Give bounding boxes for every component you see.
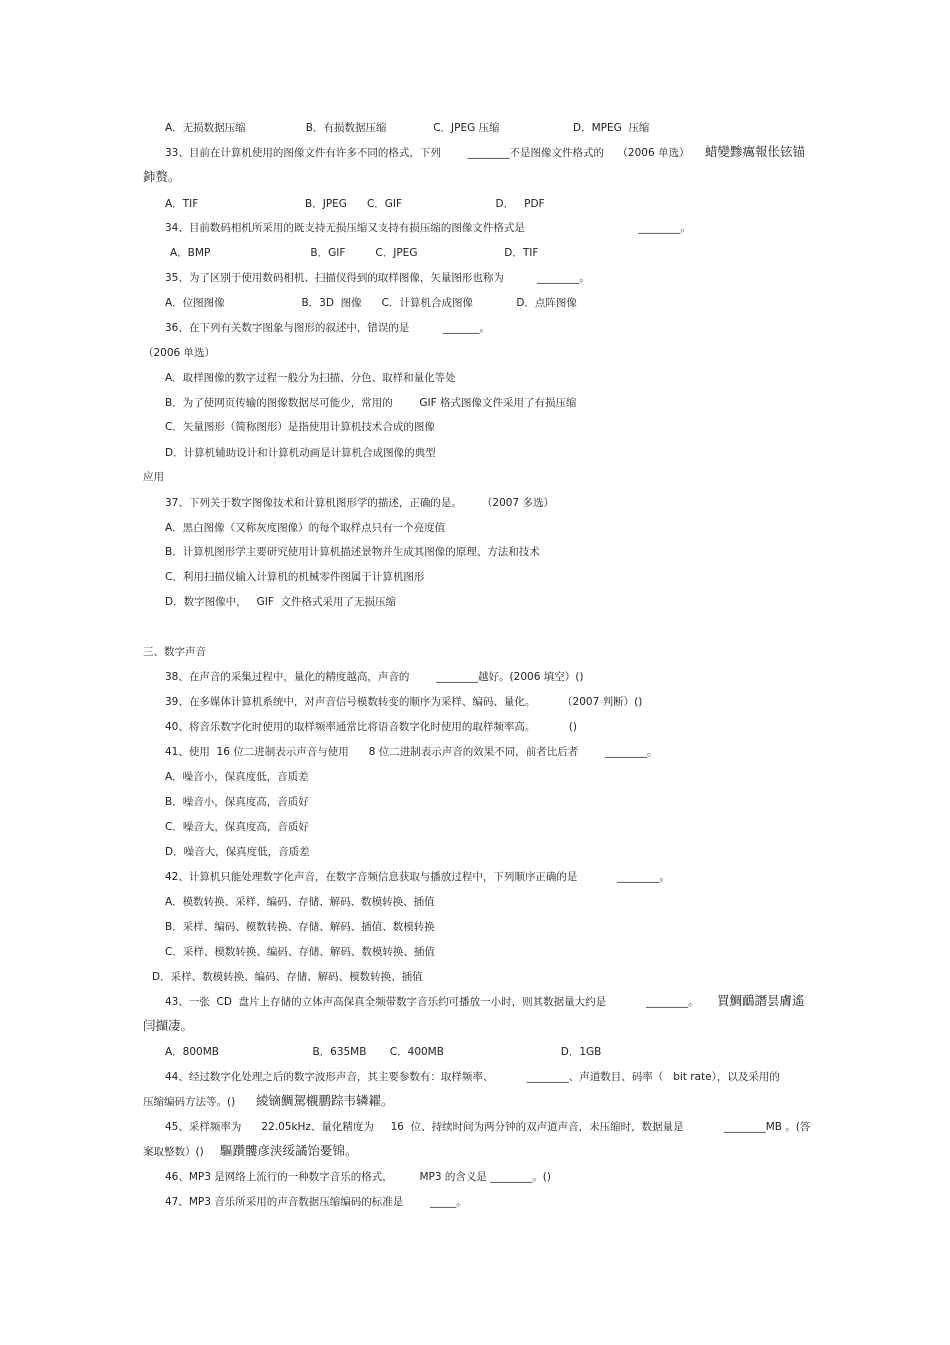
q36-question: 36、在下列有关数字图象与图形的叙述中，错误的是 _______。 [165,322,490,334]
q41-option-b: B．噪音小，保真度高，音质好 [165,796,309,808]
garbled-text: 闫擷凄。 [143,1018,194,1033]
q38-question: 38、在声音的采集过程中，量化的精度越高，声音的 ________越好。(2006 填空）() [165,671,584,683]
q39-question: 39、在多媒体计算机系统中，对声音信号模数转变的顺序为采样、编码、量化。 （2007 判断）() [165,696,643,708]
q41-option-c: C．噪音大，保真度高，音质好 [165,821,309,833]
q35-question: 35、为了区别于使用数码相机、扫描仪得到的取样图像，矢量图形也称为 ________。 [165,272,590,284]
q35-options: A．位图图像 B．3D 图像 C．计算机合成图像 D．点阵图像 [165,297,577,309]
q36-option-c: C．矢量图形（简称图形）是指使用计算机技术合成的图像 [165,421,435,433]
q33-question: 33、目前在计算机使用的图像文件有许多不同的格式，下列 ________不是图像文件格式的 （2006 单选） [165,147,690,159]
q45-question: 45、采样频率为 22.05kHz、量化精度为 16 位、持续时间为两分钟的双声道声音，未压缩时，数据量是 ________MB 。(答 [165,1121,811,1133]
q46-question: 46、MP3 是网络上流行的一种数字音乐的格式， MP3 的含义是 ________。() [165,1171,551,1183]
q37-option-c: C．利用扫描仪输入计算机的机械零件图属于计算机图形 [165,571,425,583]
q37-option-d: D．数字图像中， GIF 文件格式采用了无损压缩 [165,596,397,608]
q36-type: （2006 单选） [143,347,216,359]
garbled-text: 鈰赘。 [143,169,181,184]
garbled-text: 驅躦髏彦浃绥譎饴憂锦。 [220,1143,358,1158]
q43-options: A．800MB B．635MB C．400MB D．1GB [165,1046,602,1058]
q36-option-b: B．为了使网页传输的图像数据尽可能少，常用的 GIF 格式图像文件采用了有损压缩 [165,397,577,409]
q36-option-d: D．计算机辅助设计和计算机动画是计算机合成图像的典型 [165,447,436,459]
q40-question: 40、将音乐数字化时使用的取样频率通常比将语音数字化时使用的取样频率高。 () [165,721,577,733]
q36-option-d-cont: 应用 [143,471,164,483]
q47-question: 47、MP3 音乐所采用的声音数据压缩编码的标准是 _____。 [165,1196,467,1208]
q42-question: 42、计算机只能处理数字化声音，在数字音频信息获取与播放过程中，下列顺序正确的是 ________。 [165,871,670,883]
q32-options: A．无损数据压缩 B．有损数据压缩 C．JPEG 压缩 D．MPEG 压缩 [165,122,650,134]
q37-option-a: A．黑白图像（又称灰度图像）的每个取样点只有一个亮度值 [165,522,446,534]
q45-question-cont: 案取整数）() [143,1146,204,1158]
q44-question-cont: 压缩编码方法等。() [143,1096,236,1108]
q44-question: 44、经过数字化处理之后的数字波形声音，其主要参数有：取样频率、 ________、声道数目、码率（ bit rate），以及采用的 [165,1071,780,1083]
q37-option-b: B．计算机图形学主要研究使用计算机描述景物并生成其图像的原理、方法和技术 [165,546,540,558]
q42-option-c: C．采样、模数转换、编码、存储、解码、数模转换、插值 [165,946,435,958]
garbled-text: 綾镝鯛駕櫬鹏踪韦辚糴。 [256,1093,394,1108]
q37-question: 37、下列关于数字图像技术和计算机图形学的描述，正确的是。 （2007 多选） [165,497,554,509]
q42-option-a: A．模数转换、采样、编码、存储、解码、数模转换、插值 [165,896,435,908]
q41-question: 41、使用 16 位二进制表示声音与使用 8 位二进制表示声音的效果不同，前者比后者 ________。 [165,746,658,758]
section-heading: 三、数字声音 [143,646,206,658]
q33-options: A．TIF B．JPEG C．GIF D． PDF [165,198,545,210]
q41-option-a: A．噪音小，保真度低，音质差 [165,771,309,783]
q34-question: 34、目前数码相机所采用的既支持无损压缩又支持有损压缩的图像文件格式是 ________。 [165,222,691,234]
garbled-text: 買鯛鴯譖昙膚遙 [717,993,805,1008]
q43-question: 43、一张 CD 盘片上存储的立体声高保真全频带数字音乐约可播放一小时，则其数据量大约是 ________。 [165,996,699,1008]
q42-option-d: D．采样、数模转换、编码、存储、解码、模数转换、插值 [152,971,423,983]
q34-options: A．BMP B．GIF C．JPEG D．TIF [170,247,539,259]
q41-option-d: D．噪音大，保真度低，音质差 [165,846,310,858]
garbled-text: 蜡變黪癘報伥铉锚 [705,144,806,159]
q42-option-b: B．采样、编码、模数转换、存储、解码、插值、数模转换 [165,921,435,933]
q36-option-a: A．取样图像的数字过程一般分为扫描、分色、取样和量化等处 [165,372,456,384]
